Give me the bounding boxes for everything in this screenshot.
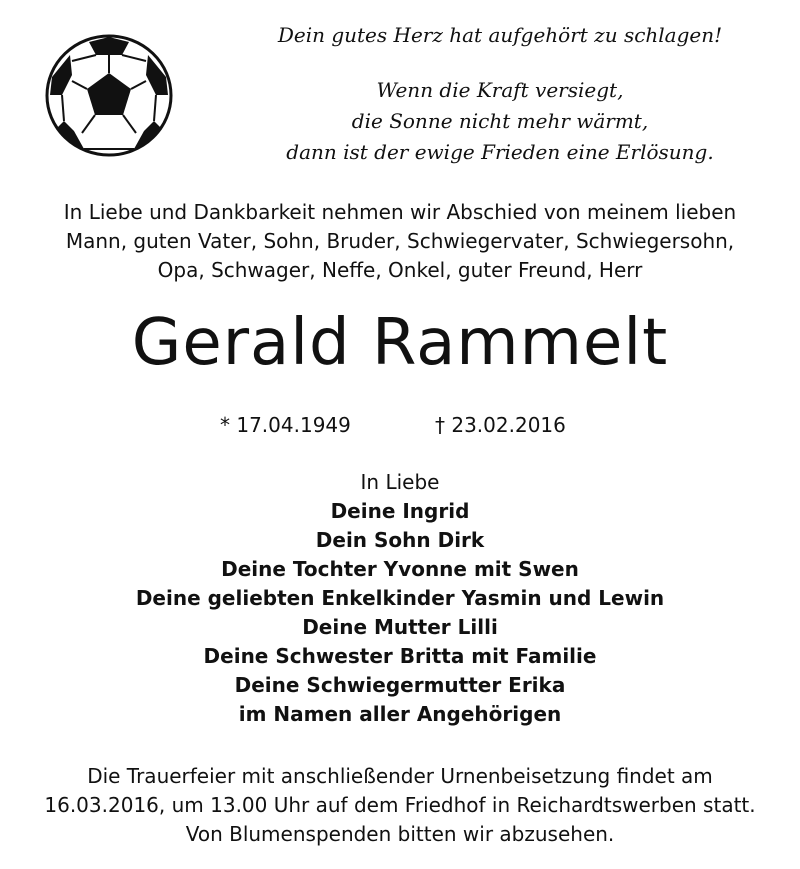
soccer-ball-icon bbox=[44, 33, 174, 158]
funeral-notice-line: Von Blumenspenden bitten wir abzusehen. bbox=[185, 822, 615, 846]
mourner-name: Dein Sohn Dirk bbox=[315, 528, 485, 552]
intro-line: Mann, guten Vater, Sohn, Bruder, Schwiegervater, Schwiegersohn, bbox=[65, 229, 735, 253]
mourner-name: Deine geliebten Enkelkinder Yasmin und Lewin bbox=[135, 586, 665, 610]
birth-date: * 17.04.1949 bbox=[220, 413, 351, 437]
funeral-notice-line: 16.03.2016, um 13.00 Uhr auf dem Friedhof in Reichardtswerben statt. bbox=[44, 793, 756, 817]
poem bbox=[210, 20, 790, 168]
poem-line: die Sonne nicht mehr wärmt, bbox=[351, 109, 649, 133]
mourner-name: Deine Ingrid bbox=[330, 499, 470, 523]
intro-line: Opa, Schwager, Neffe, Onkel, guter Freund, Herr bbox=[157, 258, 643, 282]
mourner-name: Deine Tochter Yvonne mit Swen bbox=[221, 557, 579, 581]
deceased-name: Gerald Rammelt bbox=[131, 306, 669, 380]
mourner-name: Deine Schwiegermutter Erika bbox=[234, 673, 566, 697]
poem-line: Wenn die Kraft versiegt, bbox=[376, 78, 624, 102]
poem-first-line: Dein gutes Herz hat aufgehört zu schlagen! bbox=[277, 23, 723, 47]
funeral-notice bbox=[0, 762, 800, 849]
mourners-greeting: In Liebe bbox=[360, 470, 440, 494]
poem-line: dann ist der ewige Frieden eine Erlösung. bbox=[286, 140, 714, 164]
death-date: † 23.02.2016 bbox=[435, 413, 566, 437]
mourners-list bbox=[0, 468, 800, 729]
mourner-name: im Namen aller Angehörigen bbox=[238, 702, 562, 726]
poem-spacer bbox=[210, 51, 790, 75]
mourner-name: Deine Schwester Britta mit Familie bbox=[203, 644, 597, 668]
funeral-notice-line: Die Trauerfeier mit anschließender Urnenbeisetzung findet am bbox=[87, 764, 713, 788]
intro-line: In Liebe und Dankbarkeit nehmen wir Abschied von meinem lieben bbox=[63, 200, 737, 224]
mourner-name: Deine Mutter Lilli bbox=[302, 615, 498, 639]
farewell-intro bbox=[0, 198, 800, 285]
